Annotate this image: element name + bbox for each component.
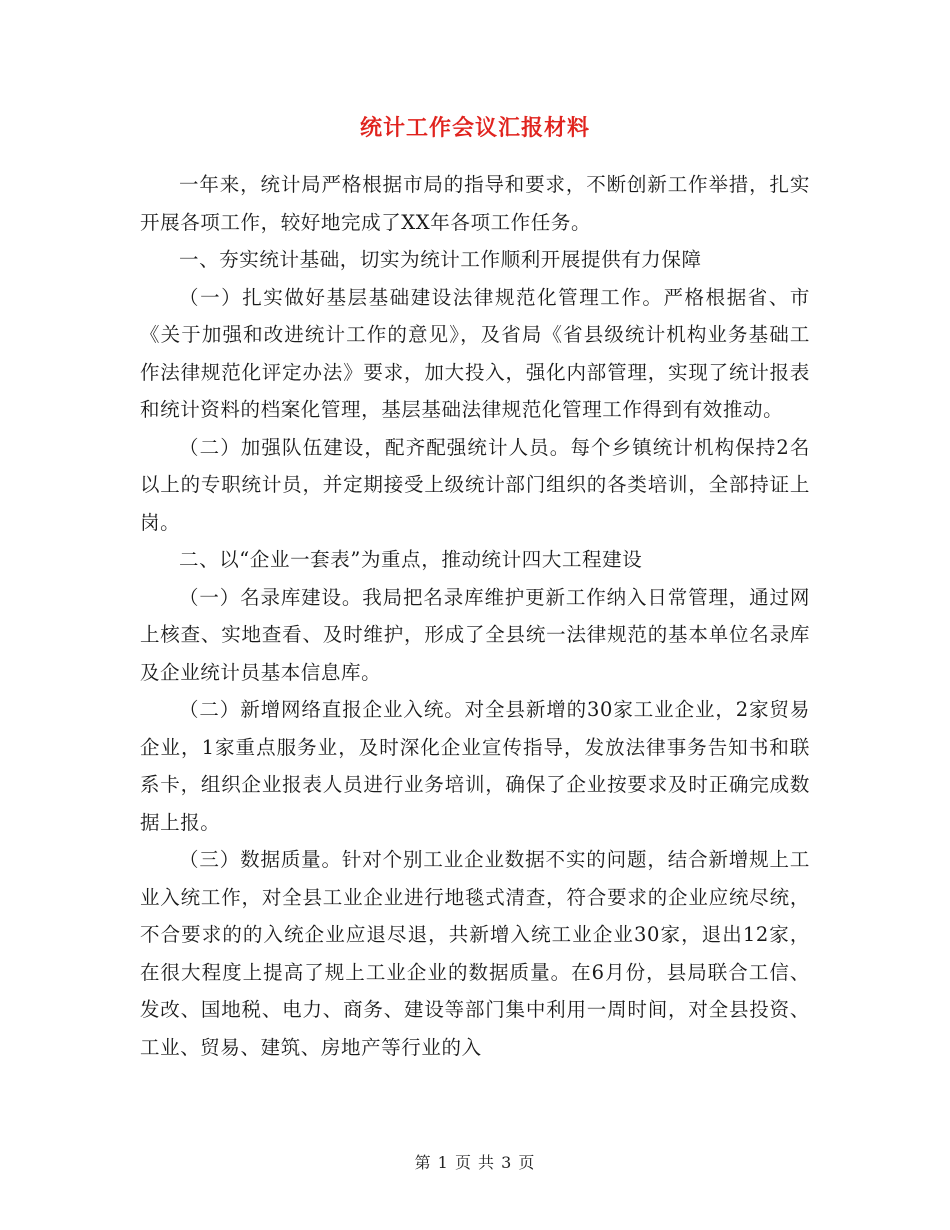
page-footer: 第 1 页 共 3 页 [414, 1153, 536, 1172]
document-title: 统计工作会议汇报材料 [359, 115, 590, 141]
section-heading-1: 一、夯实统计基础，切实为统计工作顺利开展提供有力保障 [179, 248, 702, 271]
paragraph-1-1: （一）扎实做好基层基础建设法律规范化管理工作。严格根据省、市《关于加强和改进统计工作的意见》，及省局《省县级统计机构业务基础工作法律规范化评定办法》要求，加大投入，强化内部管理，实现了统计报表和统计资料的档案化管理，基层基础法律规范化管理工作得到有效推动。 [140, 285, 810, 421]
paragraph-2-1: （一）名录库建设。我局把名录库维护更新工作纳入日常管理，通过网上核查、实地查看、及时维护，形成了全县统一法律规范的基本单位名录库及企业统计员基本信息库。 [140, 585, 810, 684]
section-heading-2: 二、以“企业一套表”为重点，推动统计四大工程建设 [179, 548, 643, 571]
paragraph-2-2: （二）新增网络直报企业入统。对全县新增的30家工业企业，2家贸易企业，1家重点服务业，及时深化企业宣传指导，发放法律事务告知书和联系卡，组织企业报表人员进行业务培训，确保了企业按要求及时正确完成数据上报。 [140, 698, 810, 834]
document-page [140, 108, 810, 1066]
paragraph-2-3: （三）数据质量。针对个别工业企业数据不实的问题，结合新增规上工业入统工作，对全县工业企业进行地毯式清查，符合要求的企业应统尽统，不合要求的的入统企业应退尽退，共新增入统工业企业30家，退出12家，在很大程度上提高了规上工业企业的数据质量。在6月份，县局联合工信、发改、国地税、电力、商务、建设等部门集中利用一周时间，对全县投资、工业、贸易、建筑、房地产等行业的入 [140, 848, 810, 1059]
paragraph-intro: 一年来，统计局严格根据市局的指导和要求，不断创新工作举措，扎实开展各项工作，较好地完成了XX年各项工作任务。 [140, 173, 810, 234]
paragraph-1-2: （二）加强队伍建设，配齐配强统计人员。每个乡镇统计机构保持2名以上的专职统计员，并定期接受上级统计部门组织的各类培训，全部持证上岗。 [140, 435, 810, 534]
